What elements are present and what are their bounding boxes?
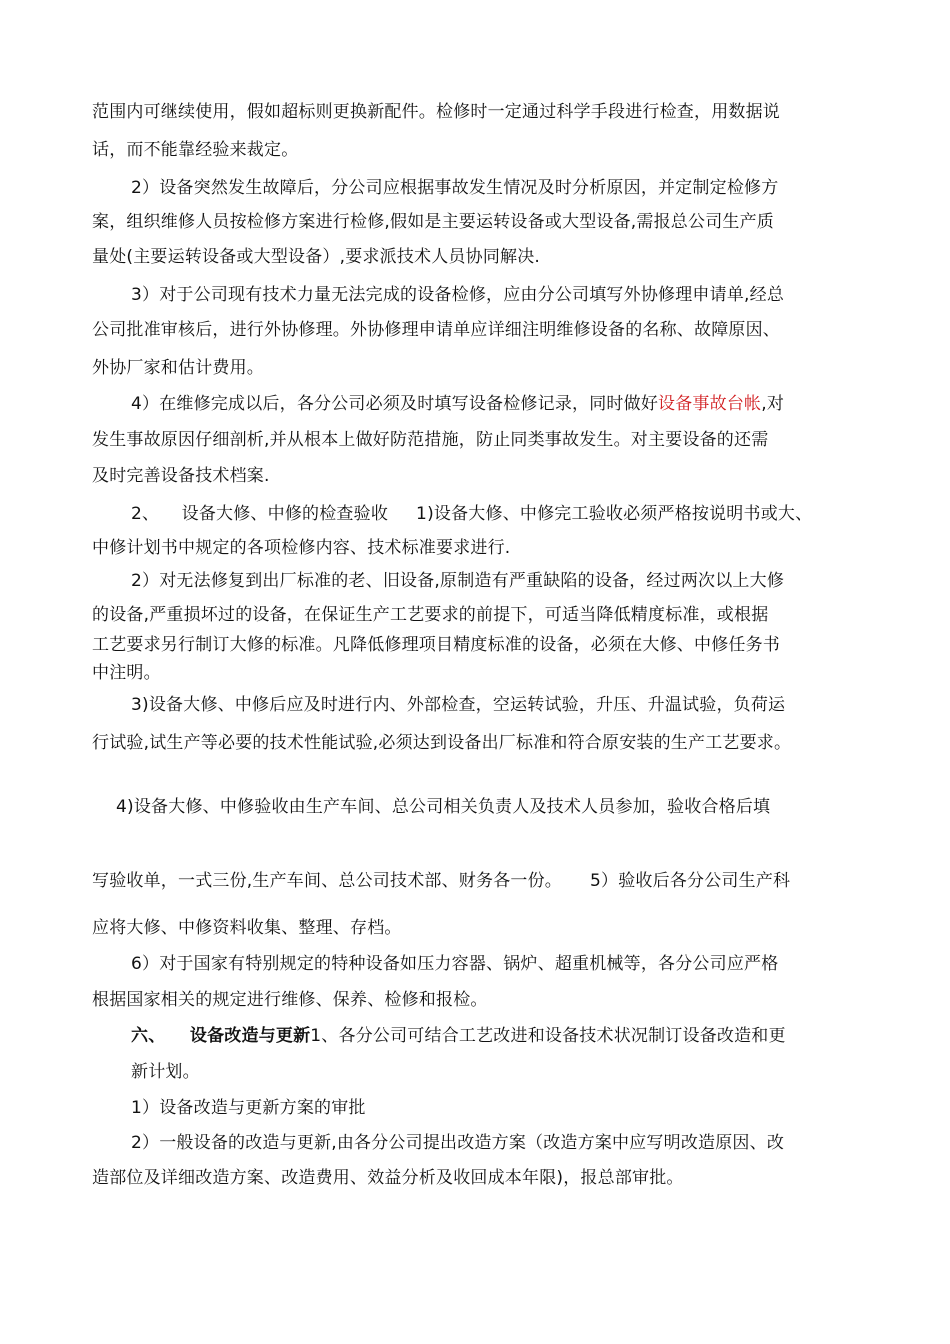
text-line: 2）设备突然发生故障后，分公司应根据事故发生情况及时分析原因，并定制定检修方 — [131, 178, 779, 198]
text-line: 话，而不能靠经验来裁定。 — [92, 140, 299, 160]
text-line — [131, 393, 784, 415]
text-line: 新计划。 — [131, 1062, 200, 1082]
text-line: 3)设备大修、中修后应及时进行内、外部检查，空运转试验，升压、升温试验，负荷运 — [131, 695, 786, 715]
text-line: 2、 设备大修、中修的检查验收 1)设备大修、中修完工验收必须严格按说明书或大、 — [131, 504, 813, 524]
text-line: 公司批准审核后，进行外协修理。外协修理申请单应详细注明维修设备的名称、故障原因、 — [92, 320, 780, 340]
text-line: 写验收单，一式三份,生产车间、总公司技术部、财务各一份。 5）验收后各分公司生产科 — [92, 871, 791, 891]
text-line: 的设备,严重损坏过的设备，在保证生产工艺要求的前提下，可适当降低精度标准，或根据 — [92, 605, 769, 625]
text-line: 发生事故原因仔细剖析,并从根本上做好防范措施，防止同类事故发生。对主要设备的还需 — [92, 430, 769, 450]
text-line: 外协厂家和估计费用。 — [92, 358, 264, 378]
text-line: 6）对于国家有特别规定的特种设备如压力容器、锅炉、超重机械等，各分公司应严格 — [131, 954, 779, 974]
text-line: 量处(主要运转设备或大型设备）,要求派技术人员协同解决. — [92, 247, 541, 267]
text-line: 3）对于公司现有技术力量无法完成的设备检修，应由分公司填写外协修理申请单,经总 — [131, 285, 785, 305]
text-line: 中修计划书中规定的各项检修内容、技术标准要求进行. — [92, 538, 511, 558]
text-line — [131, 1025, 786, 1047]
text-line: 2）一般设备的改造与更新,由各分公司提出改造方案（改造方案中应写明改造原因、改 — [131, 1133, 785, 1153]
text-line: 工艺要求另行制订大修的标准。凡降低修理项目精度标准的设备，必须在大修、中修任务书 — [92, 635, 780, 655]
text-segment: 4）在维修完成以后，各分公司必须及时填写设备检修记录，同时做好 — [131, 394, 659, 414]
text-line: 范围内可继续使用，假如超标则更换新配件。检修时一定通过科学手段进行检查，用数据说 — [92, 102, 780, 122]
red-link-text[interactable]: 设备事故台帐 — [658, 394, 762, 414]
section-heading: 六、 设备改造与更新 — [131, 1026, 311, 1046]
text-line: 应将大修、中修资料收集、整理、存档。 — [92, 918, 402, 938]
text-segment: ,对 — [761, 394, 785, 414]
text-line: 4)设备大修、中修验收由生产车间、总公司相关负责人及技术人员参加，验收合格后填 — [116, 797, 771, 817]
text-segment: 1、各分公司可结合工艺改进和设备技术状况制订设备改造和更 — [310, 1026, 786, 1046]
text-line: 行试验,试生产等必要的技术性能试验,必须达到设备出厂标准和符合原安装的生产工艺要求。 — [92, 733, 792, 753]
text-line: 根据国家相关的规定进行维修、保养、检修和报检。 — [92, 990, 488, 1010]
text-line: 1）设备改造与更新方案的审批 — [131, 1098, 366, 1118]
text-line: 2）对无法修复到出厂标准的老、旧设备,原制造有严重缺陷的设备，经过两次以上大修 — [131, 571, 785, 591]
text-line: 中注明。 — [92, 663, 161, 683]
text-line: 造部位及详细改造方案、改造费用、效益分析及收回成本年限)，报总部审批。 — [92, 1168, 684, 1188]
text-line: 案，组织维修人员按检修方案进行检修,假如是主要运转设备或大型设备,需报总公司生产质 — [92, 212, 775, 232]
text-line: 及时完善设备技术档案. — [92, 466, 270, 486]
